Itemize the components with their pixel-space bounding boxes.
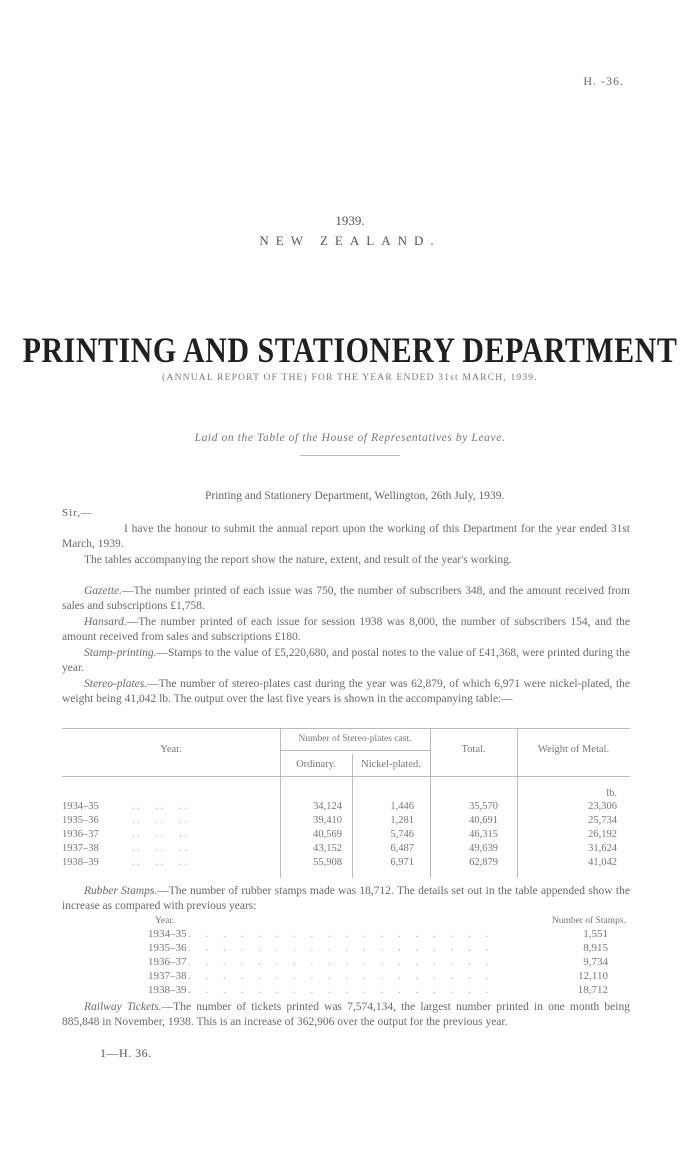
hansard-text: —The number printed of each issue for session 1938 was 8,000, the number of subscribers 154, and the amount received from sales and subscriptions £180.: [62, 616, 630, 643]
table-row-total: 46,315: [469, 829, 498, 840]
row-dots: . . . . . .: [132, 829, 188, 840]
table-row-weight: 26,192: [588, 829, 617, 840]
letter-heading: Printing and Stationery Department, Wellington, 26th July, 1939.: [205, 490, 505, 502]
table-row-total: 35,570: [469, 801, 498, 812]
table-header-rule: [62, 776, 630, 777]
paragraph-rubber-stamps: [62, 884, 630, 914]
table-row-nickel: 5,746: [390, 829, 414, 840]
salutation: Sir,—: [62, 507, 94, 519]
paragraph-stamp-printing: [62, 646, 630, 676]
table-row-year: 1935–36: [62, 815, 99, 826]
header-nickel-plated: Nickel-plated.: [361, 759, 421, 770]
paragraph-tables-text: The tables accompanying the report show the nature, extent, and result of the year's working.: [84, 554, 512, 566]
stamps-header-count: Number of Stamps.: [551, 916, 626, 926]
divider: [300, 455, 400, 456]
header-stereo-group: Number of Stereo-plates cast.: [298, 734, 412, 744]
paragraph-hansard: [62, 615, 630, 645]
row-dots: . . . . . .: [132, 801, 188, 812]
table-row-year: 1934–35: [62, 801, 99, 812]
header-weight: Weight of Metal.: [537, 744, 610, 755]
stamps-row-year: 1934–35: [148, 928, 187, 940]
table-top-rule: [62, 728, 630, 729]
rubber-stamps-text: —The number of rubber stamps made was 18,712. The details set out in the table appended show the increase as compared with previous years:: [62, 885, 630, 912]
stamps-row-count: 12,110: [578, 970, 608, 982]
stamps-row-year: 1938–39: [148, 984, 187, 996]
table-row-nickel: 1,281: [390, 815, 414, 826]
report-subtitle: (ANNUAL REPORT OF THE) FOR THE YEAR ENDED 31st MARCH, 1939.: [162, 373, 538, 383]
country-heading: NEW ZEALAND.: [259, 233, 441, 248]
row-dots: . . . . . .: [132, 815, 188, 826]
stamps-row-year: 1937–38: [148, 970, 187, 982]
stamps-row-year: 1936–37: [148, 956, 187, 968]
table-row-ordinary: 40,569: [313, 829, 342, 840]
stamps-row-dots: . . . . . . . . . . . . . . . . . .: [188, 956, 495, 968]
railway-tickets-lead: Railway Tickets.: [84, 1001, 162, 1013]
table-row-weight: 41,042: [588, 857, 617, 868]
stamps-header-year: Year.: [155, 916, 175, 926]
header-year: Year.: [160, 744, 182, 755]
stereo-plates-text: —The number of stereo-plates cast during the year was 62,879, of which 6,971 were nickel-plated, the weight being 41,042 lb. The output over the last five years is shown in the accompanying table:—: [62, 678, 630, 705]
gazette-text: —The number printed of each issue was 750, the number of subscribers 348, and the amount received from sales and subscriptions £1,758.: [62, 585, 630, 612]
table-row-nickel: 6,971: [390, 857, 414, 868]
page-reference: H. -36.: [583, 74, 624, 88]
table-row-year: 1936–37: [62, 829, 99, 840]
railway-tickets-text: —The number of tickets printed was 7,574,134, the largest number printed in one month being 885,848 in November, 1938. This is an increase of 362,906 over the output for the previous year.: [62, 1001, 630, 1028]
stamps-row-dots: . . . . . . . . . . . . . . . . . .: [188, 970, 495, 982]
paragraph-tables: [62, 553, 630, 568]
stamps-row-count: 8,915: [583, 942, 608, 954]
page-footer: 1—H. 36.: [100, 1046, 152, 1060]
stamps-row-count: 9,734: [583, 956, 608, 968]
table-row-ordinary: 43,152: [313, 843, 342, 854]
table-row-year: 1937–38: [62, 843, 99, 854]
table-group-rule: [280, 750, 430, 751]
table-row-ordinary: 39,410: [313, 815, 342, 826]
gazette-lead: Gazette.: [84, 585, 123, 597]
table-row-weight: 25,734: [588, 815, 617, 826]
stamps-row-count: 18,712: [577, 984, 608, 996]
stamps-row-dots: . . . . . . . . . . . . . . . . . .: [188, 942, 495, 954]
stamps-row-dots: . . . . . . . . . . . . . . . . . .: [188, 984, 495, 996]
paragraph-intro: [62, 522, 630, 552]
stereo-plates-table: [62, 728, 630, 898]
table-row-year: 1938–39: [62, 857, 99, 868]
header-weight-unit: lb.: [606, 788, 617, 799]
table-row-ordinary: 34,124: [313, 801, 342, 812]
table-row-total: 62,879: [469, 857, 498, 868]
table-row-ordinary: 55,908: [313, 857, 342, 868]
row-dots: . . . . . .: [132, 857, 188, 868]
stamp-printing-lead: Stamp-printing.: [84, 647, 157, 659]
paragraph-railway-tickets: [62, 1000, 630, 1030]
stamps-row-dots: . . . . . . . . . . . . . . . . . .: [188, 928, 495, 940]
rubber-stamps-lead: Rubber Stamps.: [84, 885, 158, 897]
header-ordinary: Ordinary.: [296, 759, 336, 770]
table-row-weight: 31,624: [588, 843, 617, 854]
row-dots: . . . . . .: [132, 843, 188, 854]
hansard-lead: Hansard.: [84, 616, 127, 628]
report-year: 1939.: [335, 213, 365, 228]
report-title: PRINTING AND STATIONERY DEPARTMENT: [22, 330, 678, 371]
table-row-weight: 23,306: [588, 801, 617, 812]
laid-on-table-note: Laid on the Table of the House of Representatives by Leave.: [194, 432, 506, 444]
table-row-nickel: 6,487: [390, 843, 414, 854]
paragraph-intro-text: I have the honour to submit the annual report upon the working of this Department for the year ended 31st March, 1939.: [62, 523, 630, 550]
table-row-total: 49,639: [469, 843, 498, 854]
header-total: Total.: [461, 744, 486, 755]
stereo-plates-lead: Stereo-plates.: [84, 678, 148, 690]
stamps-row-count: 1,551: [583, 928, 608, 940]
stamp-printing-text: —Stamps to the value of £5,220,680, and postal notes to the value of £41,368, were printed during the year.: [62, 647, 630, 674]
paragraph-stereo-plates: [62, 677, 630, 707]
table-row-nickel: 1,446: [390, 801, 414, 812]
table-row-total: 40,691: [469, 815, 498, 826]
stamps-row-year: 1935–36: [148, 942, 187, 954]
paragraph-gazette: [62, 584, 630, 614]
